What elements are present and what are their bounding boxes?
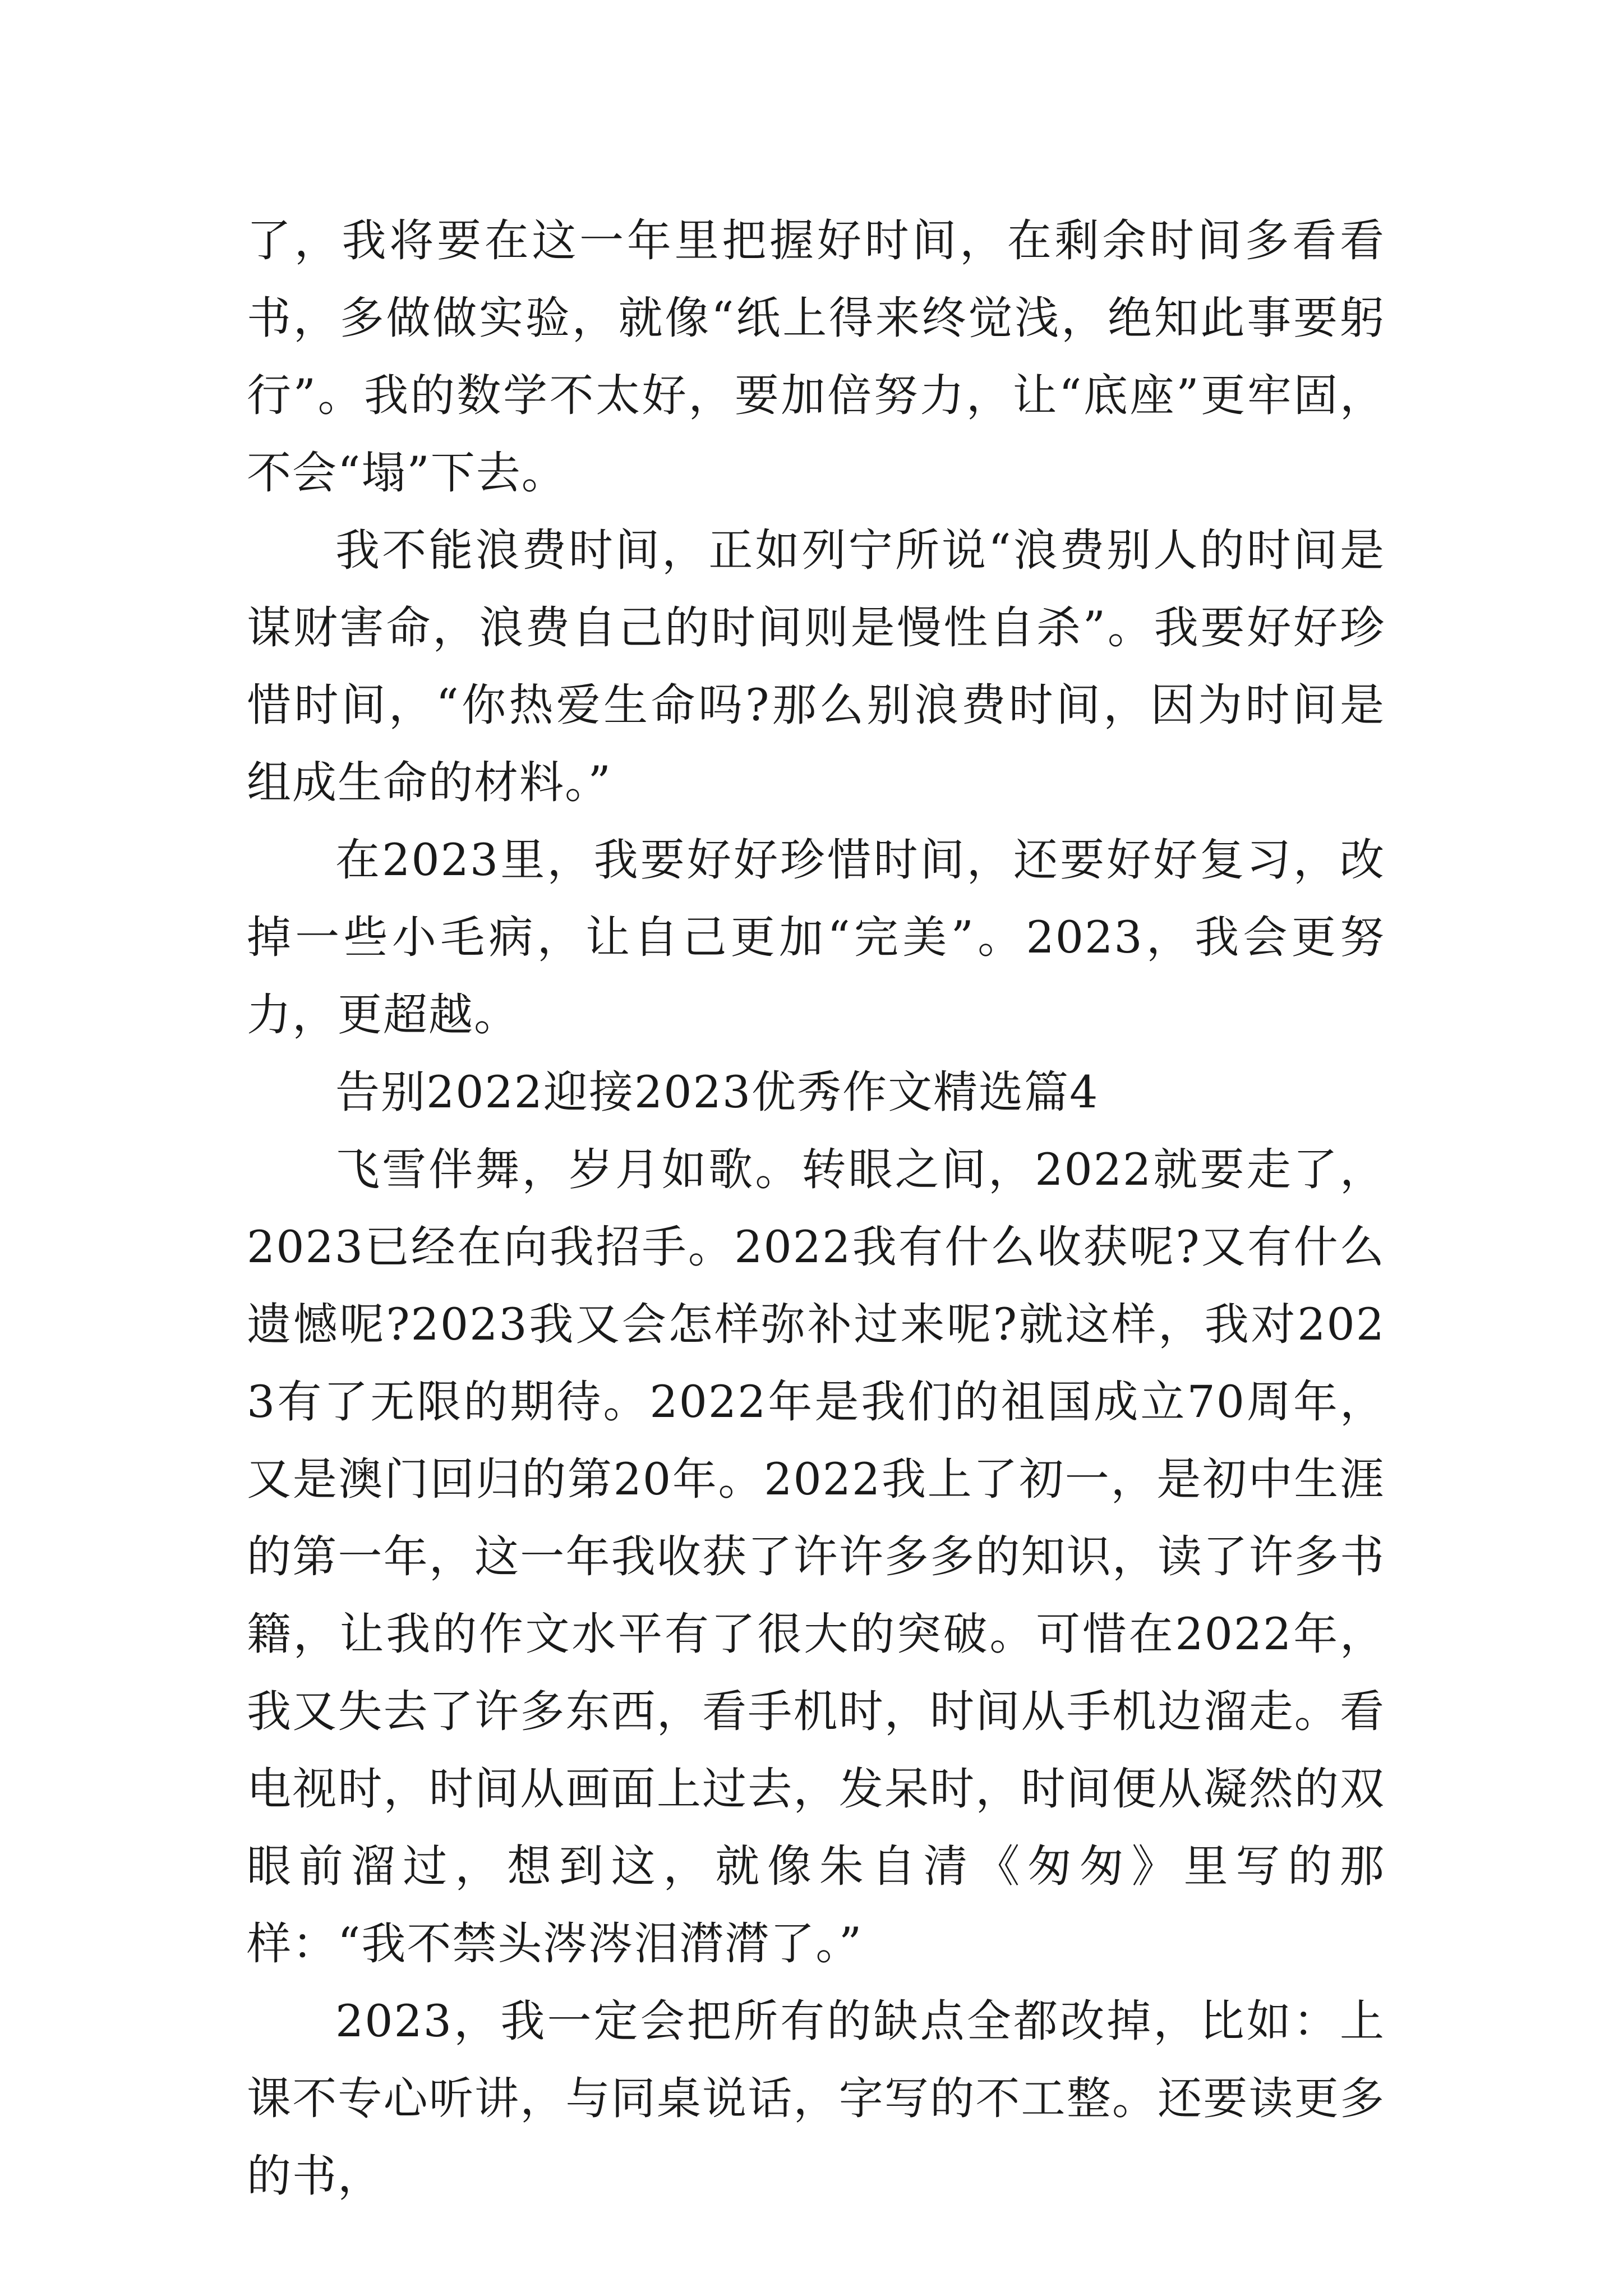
paragraph-continuation: 了，我将要在这一年里把握好时间，在剩余时间多看看书，多做做实验，就像“纸上得来终觉浅，绝知此事要躬行”。我的数学不太好，要加倍努力，让“底座”更牢固，不会“塌”下去。 (247, 215, 1385, 499)
paragraph-resolution: 2023，我一定会把所有的缺点全都改掉，比如：上课不专心听讲，与同桌说话，字写的不工整。还要读更多的书， (247, 1995, 1385, 2202)
paragraph-2023-plan: 在2023里，我要好好珍惜时间，还要好好复习，改掉一些小毛病，让自己更加“完美”。2023，我会更努力，更超越。 (247, 834, 1385, 1041)
document-body (247, 202, 1385, 2215)
paragraph-reflection: 飞雪伴舞，岁月如歌。转眼之间，2022就要走了，2023已经在向我招手。2022我有什么收获呢?又有什么遗憾呢?2023我又会怎样弥补过来呢?就这样，我对2023有了无限的期待。2022年是我们的祖国成立70周年，又是澳门回归的第20年。2022我上了初一，是初中生涯的第一年，这一年我收获了许许多多的知识，读了许多书籍，让我的作文水平有了很大的突破。可惜在2022年，我又失去了许多东西，看手机时，时间从手机边溜走。看电视时，时间从画面上过去，发呆时，时间便从凝然的双眼前溜过，想到这，就像朱自清《匆匆》里写的那样：“我不禁头涔涔泪潸潸了。” (247, 1144, 1385, 1970)
paragraph-time-quote: 我不能浪费时间，正如列宁所说“浪费别人的时间是谋财害命，浪费自己的时间则是慢性自杀”。我要好好珍惜时间，“你热爱生命吗?那么别浪费时间，因为时间是组成生命的材料。” (247, 524, 1385, 808)
essay-heading: 告别2022迎接2023优秀作文精选篇4 (335, 1066, 1099, 1118)
